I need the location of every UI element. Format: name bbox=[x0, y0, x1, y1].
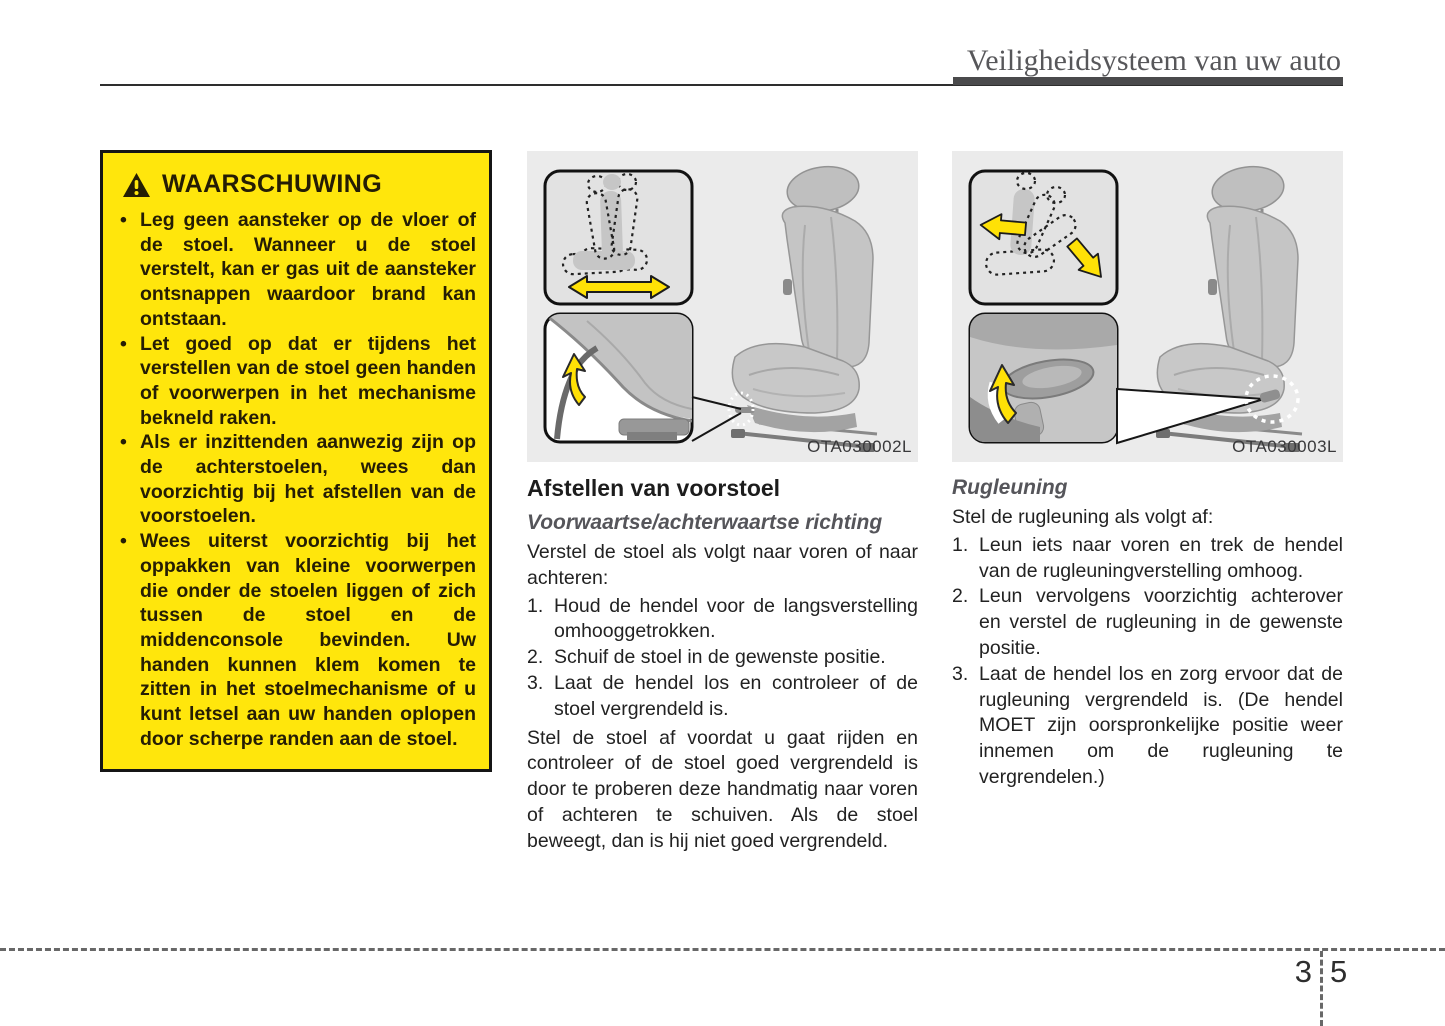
step-number: 2. bbox=[952, 585, 969, 608]
warning-bullet-text: Let goed op dat er tijdens het verstellen van de stoel geen handen of voorwerpen in het mechanisme bekneld raken. bbox=[140, 332, 476, 429]
step-item bbox=[527, 645, 918, 671]
step-item bbox=[952, 662, 1343, 791]
warning-box bbox=[100, 150, 492, 772]
right-column bbox=[952, 151, 1343, 794]
section-heading: Afstellen van voorstoel bbox=[527, 475, 781, 501]
page-title: Veiligheidsysteem van uw auto bbox=[966, 44, 1341, 77]
step-text: Laat de hendel los en zorg ervoor dat de rugleuning vergrendeld is. (De hendel MOET zijn oorspronkelijke positie weer innemen om de rugleuning te vergrendelen.) bbox=[979, 662, 1343, 788]
slide-lever-closeup-inset bbox=[545, 314, 692, 442]
step-item bbox=[527, 594, 918, 646]
warning-list bbox=[118, 208, 476, 751]
step-number: 3. bbox=[952, 662, 969, 685]
step-item bbox=[952, 584, 1343, 661]
seat-positions-inset bbox=[545, 171, 692, 304]
recline-positions-inset bbox=[970, 171, 1117, 304]
step-item bbox=[527, 671, 918, 723]
subsection-heading: Rugleuning bbox=[952, 476, 1068, 499]
step-text: Schuif de stoel in de gewenste positie. bbox=[554, 646, 886, 669]
warning-bullet-text: Leg geen aansteker op de vloer of de stoel. Wanneer u de stoel verstelt, kan er gas uit de aansteker ontsnappen waardoor brand kan ontstaan. bbox=[140, 209, 476, 330]
intro-paragraph: Stel de rugleuning als volgt af: bbox=[952, 506, 1214, 528]
bullet-marker: • bbox=[120, 530, 127, 553]
bullet-marker: • bbox=[120, 332, 127, 355]
note-paragraph: Stel de stoel af voordat u gaat rijden en controleer of de stoel goed vergrendeld is door te proberen deze handmatig naar voren of achteren te schuiven. Als de stoel beweegt, dan is hij niet goed vergrendeld. bbox=[527, 726, 918, 852]
warning-bullet bbox=[118, 332, 476, 431]
seat-slide-figure bbox=[527, 151, 918, 462]
page-number: 5 bbox=[1330, 954, 1348, 989]
warning-bullet bbox=[118, 208, 476, 332]
warning-bullet-text: Wees uiterst voorzichtig bij het oppakken van kleine voorwerpen die onder de stoelen liggen of zich tussen de stoel en de middenconsole bevinden. Uw handen kunnen klem komen te zitten in het stoelmechanisme of u kunt letsel aan uw handen oplopen door scherpe randen aan de stoel. bbox=[140, 530, 476, 750]
step-text: Leun iets naar voren en trek de hendel van de rugleuningverstelling omhoog. bbox=[979, 533, 1343, 582]
step-number: 1. bbox=[952, 533, 969, 556]
header-rule-accent bbox=[953, 77, 1343, 85]
step-text: Leun vervolgens voorzichtig achterover en verstel de rugleuning in de gewenste positie. bbox=[979, 585, 1343, 659]
intro-paragraph: Verstel de stoel als volgt naar voren of naar achteren: bbox=[527, 541, 918, 589]
seat-recline-figure bbox=[952, 151, 1343, 462]
warning-title: WAARSCHUWING bbox=[162, 170, 383, 198]
warning-triangle-icon bbox=[122, 172, 151, 198]
crop-mark-horizontal bbox=[0, 948, 1445, 951]
warning-title-row bbox=[122, 170, 476, 199]
steps-list bbox=[952, 533, 1343, 791]
warning-bullet-text: Als er inzittenden aanwezig zijn op de achterstoelen, wees dan voorzichtig bij het afstellen van de voorstoelen. bbox=[140, 431, 476, 528]
step-number: 3. bbox=[527, 671, 544, 694]
middle-column bbox=[527, 151, 918, 857]
figure-caption: OTA030002L bbox=[807, 437, 912, 456]
warning-bullet bbox=[118, 430, 476, 529]
bullet-marker: • bbox=[120, 431, 127, 454]
chapter-number: 3 bbox=[1294, 954, 1312, 989]
step-number: 2. bbox=[527, 646, 544, 669]
recline-lever-closeup-inset bbox=[970, 314, 1117, 442]
warning-bullet bbox=[118, 529, 476, 751]
step-text: Houd de hendel voor de langsverstelling omhooggetrokken. bbox=[554, 594, 918, 643]
figure-caption: OTA030003L bbox=[1232, 437, 1337, 456]
step-number: 1. bbox=[527, 594, 544, 617]
steps-list bbox=[527, 594, 918, 723]
step-item bbox=[952, 533, 1343, 585]
step-text: Laat de hendel los en controleer of de stoel vergrendeld is. bbox=[554, 671, 918, 720]
bullet-marker: • bbox=[120, 209, 127, 231]
crop-mark-vertical bbox=[1320, 951, 1323, 1026]
subsection-heading: Voorwaartse/achterwaartse richting bbox=[527, 511, 883, 534]
